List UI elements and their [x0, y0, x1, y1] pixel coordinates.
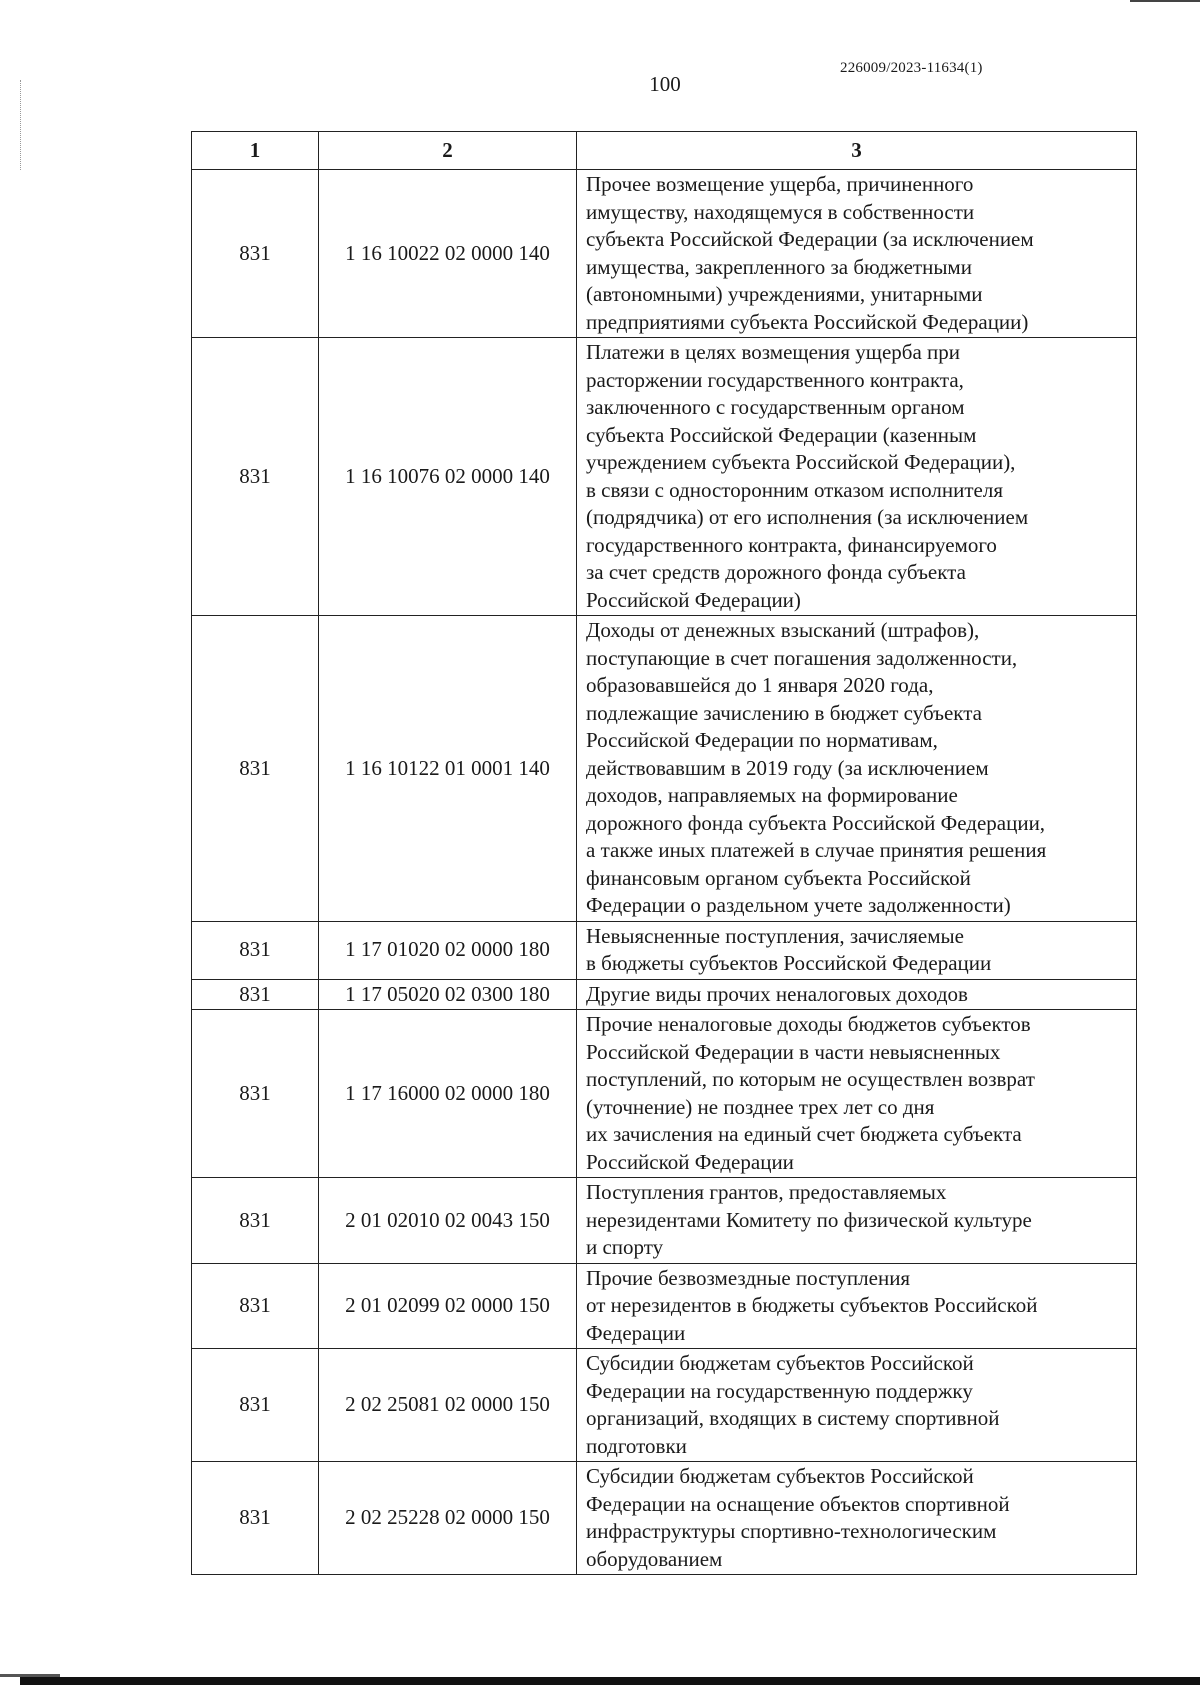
- description-line: доходов, направляемых на формирование: [586, 783, 958, 807]
- revenue-description-cell: [577, 979, 1137, 1010]
- table-row: [192, 1010, 1137, 1178]
- description-line: Невыясненные поступления, зачисляемые: [586, 923, 964, 948]
- description-line: инфраструктуры спортивно-технологическим: [586, 1519, 997, 1543]
- column-header-2: 2: [319, 132, 577, 170]
- description-line: а также иных платежей в случае принятия решения: [586, 838, 1047, 862]
- revenue-description-cell: [577, 1462, 1137, 1575]
- admin-code-cell: 831: [192, 979, 319, 1010]
- description-line: субъекта Российской Федерации (за исключением: [586, 227, 1034, 251]
- admin-code-cell: 831: [192, 338, 319, 616]
- description-line: Прочее возмещение ущерба, причиненного: [586, 172, 974, 196]
- budget-classification-code-cell: 1 16 10122 01 0001 140: [319, 616, 577, 922]
- column-header-1: 1: [192, 132, 319, 170]
- document-registration-number: 226009/2023-11634(1): [840, 60, 983, 76]
- description-line: и спорту: [586, 1235, 664, 1259]
- table-row: [192, 1263, 1137, 1349]
- table-row: [192, 1178, 1137, 1264]
- scan-bottom-edge: [20, 1677, 1200, 1685]
- budget-classification-code-cell: 2 02 25228 02 0000 150: [319, 1462, 577, 1575]
- description-line: нерезидентами Комитету по физической культуре: [586, 1207, 1032, 1232]
- description-line: дорожного фонда субъекта Российской Федерации,: [586, 810, 1046, 835]
- revenue-codes-table: [191, 131, 1137, 1575]
- description-line: Российской Федерации: [586, 1149, 794, 1174]
- description-line: подлежащие зачислению в бюджет субъекта: [586, 700, 982, 725]
- column-header-3: 3: [577, 132, 1137, 170]
- description-line: Российской Федерации): [586, 587, 801, 612]
- description-line: (автономными) учреждениями, унитарными: [586, 282, 983, 306]
- description-line: от нерезидентов в бюджеты субъектов Российской: [586, 1293, 1038, 1317]
- description-line: финансовым органом субъекта Российской: [586, 865, 971, 890]
- revenue-description-cell: [577, 1010, 1137, 1178]
- admin-code-cell: 831: [192, 616, 319, 922]
- admin-code-cell: 831: [192, 1462, 319, 1575]
- revenue-description-cell: [577, 616, 1137, 922]
- budget-classification-code-cell: 1 16 10022 02 0000 140: [319, 170, 577, 338]
- budget-classification-code-cell: 1 17 16000 02 0000 180: [319, 1010, 577, 1178]
- description-line: Платежи в целях возмещения ущерба при: [586, 340, 961, 364]
- description-line: Другие виды прочих неналоговых доходов: [586, 981, 968, 1006]
- admin-code-cell: 831: [192, 1178, 319, 1264]
- admin-code-cell: 831: [192, 170, 319, 338]
- description-line: действовавшим в 2019 году (за исключением: [586, 755, 989, 780]
- description-line: Поступления грантов, предоставляемых: [586, 1180, 947, 1204]
- description-line: подготовки: [586, 1433, 687, 1458]
- budget-classification-code-cell: 1 17 01020 02 0000 180: [319, 921, 577, 979]
- description-line: образовавшейся до 1 января 2020 года,: [586, 673, 934, 697]
- description-line: имущества, закрепленного за бюджетными: [586, 254, 972, 279]
- revenue-description-cell: [577, 170, 1137, 338]
- description-line: Российской Федерации в части невыясненных: [586, 1039, 1001, 1064]
- description-line: Субсидии бюджетам субъектов Российской: [586, 1351, 974, 1375]
- table-row: [192, 170, 1137, 338]
- description-line: их зачисления на единый счет бюджета субъекта: [586, 1122, 1022, 1146]
- table-row: [192, 979, 1137, 1010]
- description-line: учреждением субъекта Российской Федерации),: [586, 450, 1016, 474]
- description-line: предприятиями субъекта Российской Федерации): [586, 309, 1029, 334]
- table-row: [192, 1349, 1137, 1462]
- table-row: [192, 338, 1137, 616]
- description-line: Субсидии бюджетам субъектов Российской: [586, 1464, 974, 1488]
- scan-margin-dots: [20, 80, 23, 170]
- description-line: Российской Федерации по нормативам,: [586, 728, 938, 752]
- description-line: Доходы от денежных взысканий (штрафов),: [586, 618, 980, 642]
- revenue-description-cell: [577, 1178, 1137, 1264]
- description-line: Прочие безвозмездные поступления: [586, 1265, 911, 1290]
- description-line: Федерации на оснащение объектов спортивной: [586, 1491, 1010, 1516]
- admin-code-cell: 831: [192, 921, 319, 979]
- page-number: 100: [649, 72, 681, 96]
- description-line: государственного контракта, финансируемого: [586, 532, 997, 557]
- description-line: в бюджеты субъектов Российской Федерации: [586, 951, 992, 975]
- description-line: поступающие в счет погашения задолженности,: [586, 645, 1018, 670]
- budget-classification-code-cell: 1 16 10076 02 0000 140: [319, 338, 577, 616]
- description-line: (уточнение) не позднее трех лет со дня: [586, 1094, 935, 1119]
- description-line: Федерации о раздельном учете задолженности): [586, 893, 1011, 917]
- table-header-row: [192, 132, 1137, 170]
- description-line: поступлений, по которым не осуществлен возврат: [586, 1067, 1035, 1091]
- budget-classification-code-cell: 2 01 02099 02 0000 150: [319, 1263, 577, 1349]
- description-line: Федерации: [586, 1320, 686, 1345]
- admin-code-cell: 831: [192, 1263, 319, 1349]
- admin-code-cell: 831: [192, 1349, 319, 1462]
- description-line: субъекта Российской Федерации (казенным: [586, 422, 977, 447]
- description-line: оборудованием: [586, 1546, 723, 1571]
- budget-classification-code-cell: 2 01 02010 02 0043 150: [319, 1178, 577, 1264]
- description-line: имуществу, находящемуся в собственности: [586, 199, 975, 224]
- budget-classification-code-cell: 2 02 25081 02 0000 150: [319, 1349, 577, 1462]
- description-line: Федерации на государственную поддержку: [586, 1378, 973, 1403]
- description-line: расторжении государственного контракта,: [586, 367, 964, 392]
- admin-code-cell: 831: [192, 1010, 319, 1178]
- revenue-description-cell: [577, 921, 1137, 979]
- description-line: заключенного с государственным органом: [586, 395, 965, 419]
- table-body: [192, 170, 1137, 1575]
- description-line: (подрядчика) от его исполнения (за исключением: [586, 505, 1029, 529]
- revenue-description-cell: [577, 1263, 1137, 1349]
- table-row: [192, 1462, 1137, 1575]
- revenue-description-cell: [577, 1349, 1137, 1462]
- description-line: в связи с односторонним отказом исполнителя: [586, 477, 1003, 502]
- scan-edge-mark: [1130, 0, 1200, 2]
- revenue-description-cell: [577, 338, 1137, 616]
- description-line: Прочие неналоговые доходы бюджетов субъектов: [586, 1012, 1031, 1036]
- table-row: [192, 921, 1137, 979]
- description-line: организаций, входящих в систему спортивной: [586, 1406, 1000, 1430]
- budget-classification-code-cell: 1 17 05020 02 0300 180: [319, 979, 577, 1010]
- description-line: за счет средств дорожного фонда субъекта: [586, 560, 966, 584]
- table-row: [192, 616, 1137, 922]
